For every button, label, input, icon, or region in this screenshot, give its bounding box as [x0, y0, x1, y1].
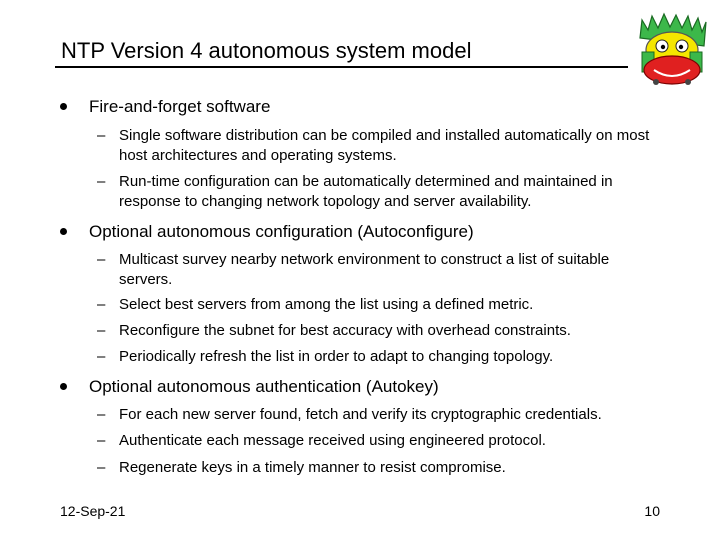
dash-icon: –	[97, 406, 106, 423]
dash-icon: –	[97, 296, 106, 313]
dash-icon: –	[97, 432, 106, 449]
dash-icon: –	[97, 127, 106, 144]
dash-icon: –	[97, 173, 106, 190]
dash-icon: –	[97, 348, 106, 365]
list-item-text: Periodically refresh the list in order to adapt to changing topology.	[119, 348, 554, 365]
bullet-icon	[60, 103, 67, 110]
bullet-icon	[60, 228, 67, 235]
title-underline	[55, 66, 628, 68]
section-heading-text: Optional autonomous configuration (Autoconfigure)	[89, 222, 474, 241]
list-item-text: Run-time configuration can be automatically determined and maintained in response to changing network topology and server availability.	[119, 173, 613, 210]
slide-title: NTP Version 4 autonomous system model	[61, 38, 472, 63]
dash-icon: –	[97, 459, 106, 476]
list-item-text: Regenerate keys in a timely manner to resist compromise.	[119, 459, 506, 476]
page-number: 10	[644, 503, 660, 519]
list-item-text: Authenticate each message received using engineered protocol.	[119, 432, 546, 449]
dash-icon: –	[97, 251, 106, 268]
list-item-text: Reconfigure the subnet for best accuracy with overhead constraints.	[119, 322, 571, 339]
section-heading-text: Fire-and-forget software	[89, 97, 271, 116]
list-item-text: Single software distribution can be compiled and installed automatically on most host architectures and operating systems.	[119, 127, 650, 164]
ntp-mascot-logo-icon	[632, 12, 712, 92]
list-item-text: Multicast survey nearby network environment to construct a list of suitable servers.	[119, 251, 610, 288]
section-heading-text: Optional autonomous authentication (Autokey)	[89, 377, 439, 396]
list-item-text: For each new server found, fetch and verify its cryptographic credentials.	[119, 406, 602, 423]
list-item-text: Select best servers from among the list using a defined metric.	[119, 296, 534, 313]
bullet-icon	[60, 383, 67, 390]
footer-date: 12-Sep-21	[60, 503, 126, 519]
dash-icon: –	[97, 322, 106, 339]
